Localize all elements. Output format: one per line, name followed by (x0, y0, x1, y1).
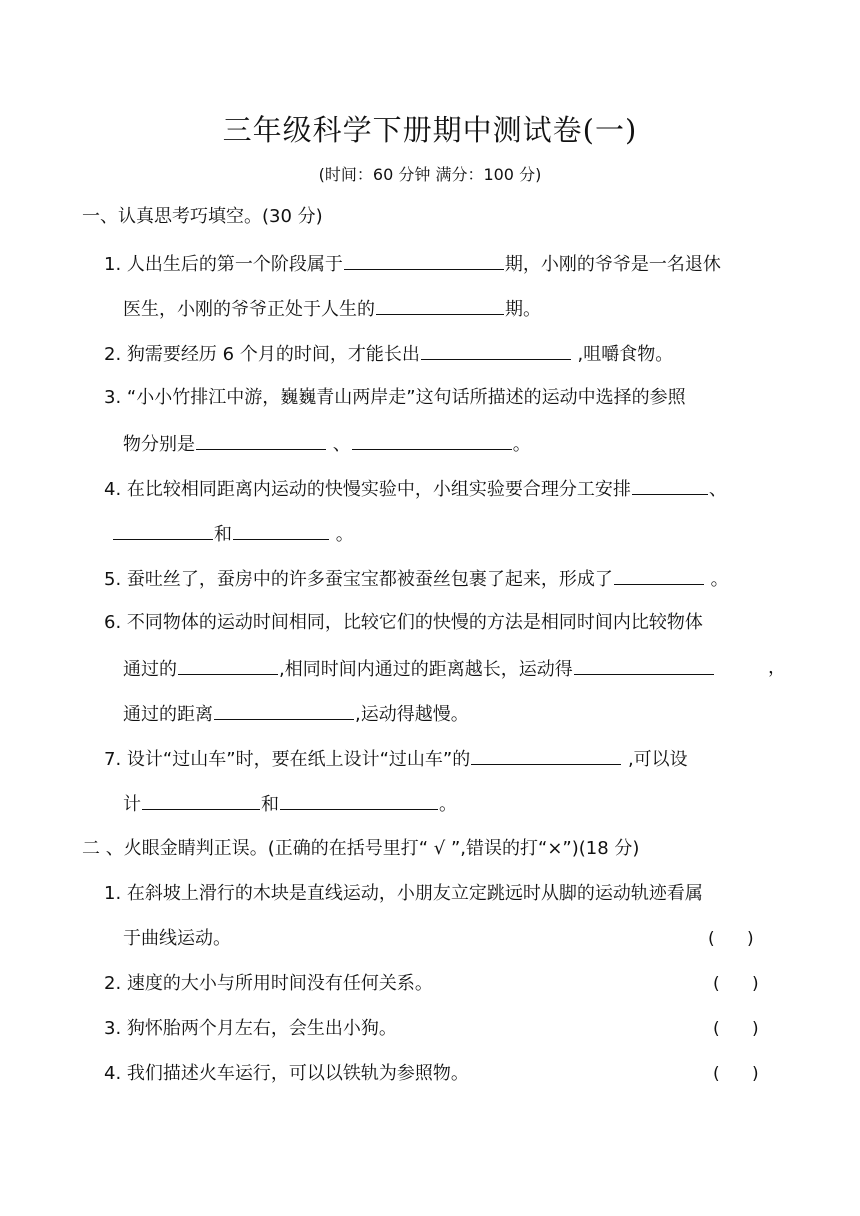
question-5 (104, 566, 729, 592)
answer-blank[interactable] (233, 521, 329, 540)
question-4-line1 (104, 476, 727, 502)
answer-parentheses[interactable]: ( ) (713, 1064, 759, 1084)
page-title: 三年级科学下册期中测试卷(一) (222, 113, 638, 147)
answer-blank[interactable] (113, 521, 213, 540)
section1-heading: 一、认真思考巧填空。(30 分) (82, 206, 323, 227)
answer-blank[interactable] (471, 746, 621, 765)
question-text: 狗怀胎两个月左右，会生出小狗。 (126, 1018, 397, 1039)
question-text: ,可以设 (622, 749, 688, 770)
question-text: 在比较相同距离内运动的快慢实验中，小组实验要合理分工安排 (126, 479, 631, 500)
question-text: ,相同时间内通过的距离越长，运动得 (279, 659, 573, 680)
question-text: 和 (261, 794, 279, 815)
question-text: 。 (330, 524, 354, 545)
section2-heading: 二 、火眼金睛判正误。(正确的在括号里打“ √ ”,错误的打“×”)(18 分) (82, 838, 640, 859)
question-text: 设计“过山车”时，要在纸上设计“过山车”的 (126, 749, 471, 770)
question-6-line1 (104, 611, 703, 635)
question-number: 4. (104, 479, 122, 500)
question-text: 通过的 (123, 659, 177, 680)
question-text: ,运动得越慢。 (355, 704, 469, 725)
question-number: 3. (104, 1018, 122, 1039)
question-4-line2 (112, 521, 354, 547)
question-text: 通过的距离 (123, 704, 213, 725)
question-text: 狗需要经历 6 个月的时间，才能长出 (126, 344, 420, 365)
question-6-line3 (123, 701, 469, 727)
question-3-line2 (123, 431, 531, 457)
question-text: 。 (512, 434, 531, 455)
question-text: 。 (439, 794, 457, 815)
answer-blank[interactable] (421, 341, 571, 360)
question-number: 2. (104, 973, 122, 994)
question-text: 。 (704, 569, 729, 590)
answer-blank[interactable] (352, 431, 512, 450)
question-text: ,咀嚼食物。 (571, 344, 674, 365)
question-text: 人出生后的第一个阶段属于 (126, 254, 343, 275)
question-number: 5. (104, 569, 122, 590)
answer-blank[interactable] (344, 251, 504, 270)
question-number: 4. (104, 1063, 122, 1084)
answer-blank[interactable] (196, 431, 326, 450)
judge-item-2 (104, 972, 433, 996)
judge-item-3 (104, 1017, 397, 1041)
question-text: 期。 (505, 299, 541, 320)
question-6-line2 (123, 656, 715, 682)
question-text: 和 (214, 524, 232, 545)
answer-parentheses[interactable]: ( ) (708, 929, 754, 949)
question-number: 7. (104, 749, 122, 770)
question-text: “小小竹排江中游，巍巍青山两岸走”这句话所描述的运动中选择的参照 (126, 387, 686, 408)
question-text: 不同物体的运动时间相同，比较它们的快慢的方法是相同时间内比较物体 (126, 612, 703, 633)
question-text: 物分别是 (123, 434, 195, 455)
question-1-line1 (104, 251, 721, 277)
question-text: 计 (123, 794, 141, 815)
answer-blank[interactable] (614, 566, 704, 585)
question-text: 、 (708, 479, 727, 500)
exam-info: (时间：60 分钟 满分：100 分) (318, 165, 542, 184)
question-6-comma: ， (768, 657, 786, 678)
question-7-line1 (104, 746, 688, 772)
answer-parentheses[interactable]: ( ) (713, 974, 759, 994)
answer-blank[interactable] (574, 656, 714, 675)
question-text: 我们描述火车运行，可以以铁轨为参照物。 (126, 1063, 469, 1084)
judge-item-1-line2: 于曲线运动。 (123, 928, 231, 949)
question-3-line1 (104, 386, 686, 410)
question-7-line2 (123, 791, 457, 817)
answer-blank[interactable] (376, 296, 504, 315)
answer-blank[interactable] (632, 476, 708, 495)
question-text: 、 (327, 434, 351, 455)
question-number: 1. (104, 254, 122, 275)
judge-item-4 (104, 1062, 469, 1086)
judge-item-1-line1 (104, 882, 703, 906)
question-number: 2. (104, 344, 122, 365)
question-text: 期，小刚的爷爷是一名退休 (504, 254, 721, 275)
question-number: 3. (104, 387, 122, 408)
answer-blank[interactable] (142, 791, 260, 810)
answer-parentheses[interactable]: ( ) (713, 1019, 759, 1039)
question-number: 1. (104, 883, 122, 904)
question-text: 在斜坡上滑行的木块是直线运动，小朋友立定跳远时从脚的运动轨迹看属 (126, 883, 703, 904)
answer-blank[interactable] (214, 701, 354, 720)
question-2 (104, 341, 673, 367)
answer-blank[interactable] (280, 791, 438, 810)
question-number: 6. (104, 612, 122, 633)
question-1-line2 (123, 296, 541, 322)
answer-blank[interactable] (178, 656, 278, 675)
question-text: 速度的大小与所用时间没有任何关系。 (126, 973, 433, 994)
question-text: 蚕吐丝了，蚕房中的许多蚕宝宝都被蚕丝包裹了起来，形成了 (126, 569, 613, 590)
question-text: 医生，小刚的爷爷正处于人生的 (123, 299, 375, 320)
